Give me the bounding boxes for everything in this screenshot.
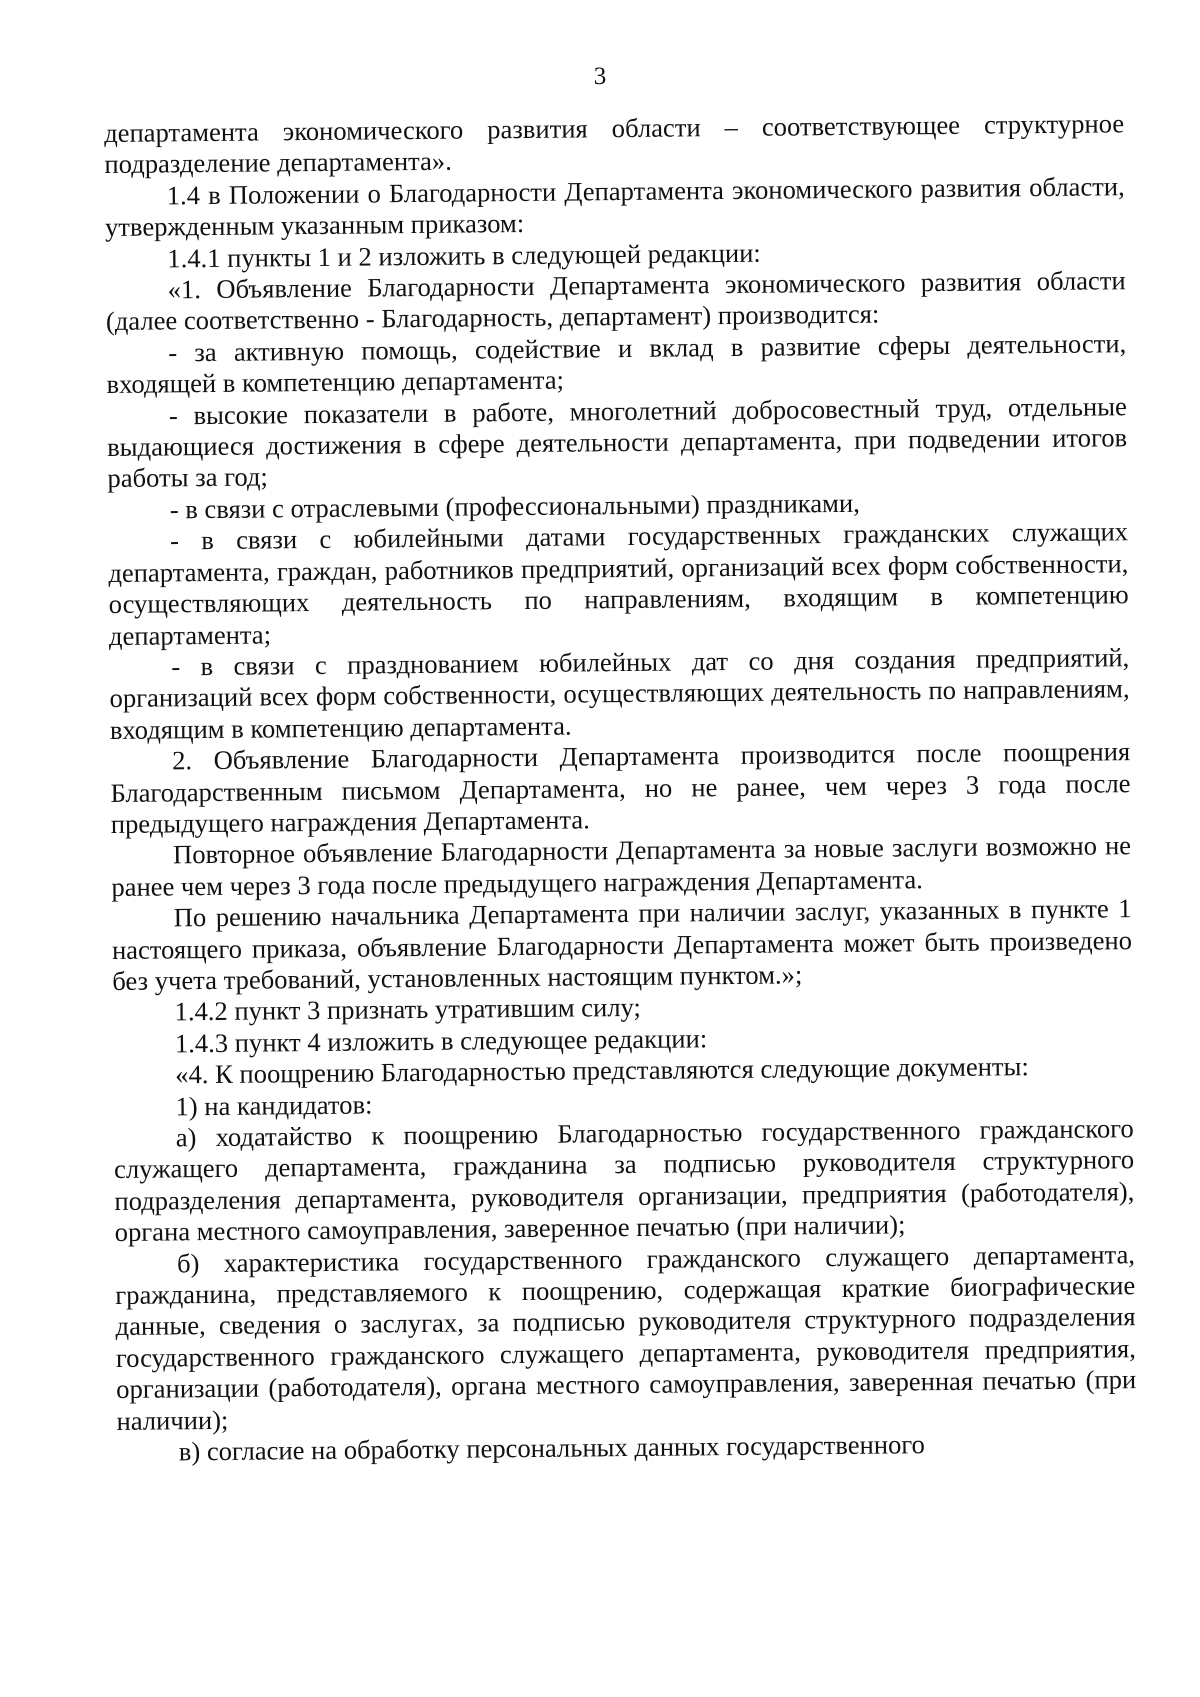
paragraph: «1. Объявление Благодарности Департамента экономического развития области (далее соответственно - Благодарность, департамент) производится:: [105, 265, 1126, 337]
document-body: [104, 108, 1137, 1468]
page-number: 3: [593, 63, 607, 90]
paragraph: 1.4 в Положении о Благодарности Департамента экономического развития области, утвержденным указанным приказом:: [104, 171, 1125, 243]
paragraph: По решению начальника Департамента при наличии заслуг, указанных в пункте 1 настоящего приказа, объявление Благодарности Департамента может быть произведено без учета требований, установленных настоящим пунктом.»;: [111, 893, 1133, 996]
paragraph: а) ходатайство к поощрению Благодарностью государственного гражданского служащего департамента, гражданина за подписью руководителя структурного подразделения департамента, руководителя организации, предприятия (работодателя), органа местного самоуправления, заверенное печатью (при наличии);: [113, 1113, 1135, 1248]
paragraph: Повторное объявление Благодарности Департамента за новые заслуги возможно не ранее чем через 3 года после предыдущего награждения Департамента.: [111, 830, 1132, 902]
paragraph: в) согласие на обработку персональных данных государственного: [178, 1429, 926, 1467]
paragraph: департамента экономического развития области – соответствующее структурное подразделение департамента».: [104, 108, 1125, 180]
paragraph: - высокие показатели в работе, многолетний добросовестный труд, отдельные выдающиеся достижения в сфере деятельности департамента, при подведении итогов работы за год;: [107, 390, 1128, 494]
paragraph: 1.4.3 пункт 4 изложить в следующее редакции:: [174, 1023, 708, 1059]
paragraph: 1) на кандидатов:: [175, 1089, 373, 1121]
paragraph: 1.4.1 пункты 1 и 2 изложить в следующей редакции:: [167, 237, 761, 274]
paragraph: 2. Объявление Благодарности Департамента производится после поощрения Благодарственным письмом Департамента, но не ранее, чем через 3 года после предыдущего награждения Департамента.: [110, 736, 1131, 839]
paragraph: 1.4.2 пункт 3 признать утратившим силу;: [174, 992, 642, 1027]
paragraph: - в связи с празднованием юбилейных дат со дня создания предприятий, организаций всех форм собственности, осуществляющих деятельность по направлениям, входящим в компетенцию департамента.: [109, 642, 1130, 745]
paragraph: - в связи с юбилейными датами государственных гражданских служащих департамента, граждан, работников предприятий, организаций всех форм собственности, осуществляющих деятельность по направлениям, входящим в компетенцию департамента;: [108, 516, 1129, 651]
paragraph: б) характеристика государственного гражданского служащего департамента, гражданина, представляемого к поощрению, содержащая краткие биографические данные, сведения о заслугах, за подписью руководителя структурного подразделения государственного гражданского служащего департамента, руководителя предприятия, организации (работодателя), органа местного самоуправления, заверенная печатью (при наличии);: [115, 1238, 1137, 1436]
paragraph: - в связи с отраслевыми (профессиональными) праздниками,: [169, 487, 860, 525]
paragraph: «4. К поощрению Благодарностью представляются следующие документы:: [175, 1051, 1029, 1090]
paragraph: - за активную помощь, содействие и вклад в развитие сферы деятельности, входящей в компетенцию департамента;: [106, 328, 1127, 400]
